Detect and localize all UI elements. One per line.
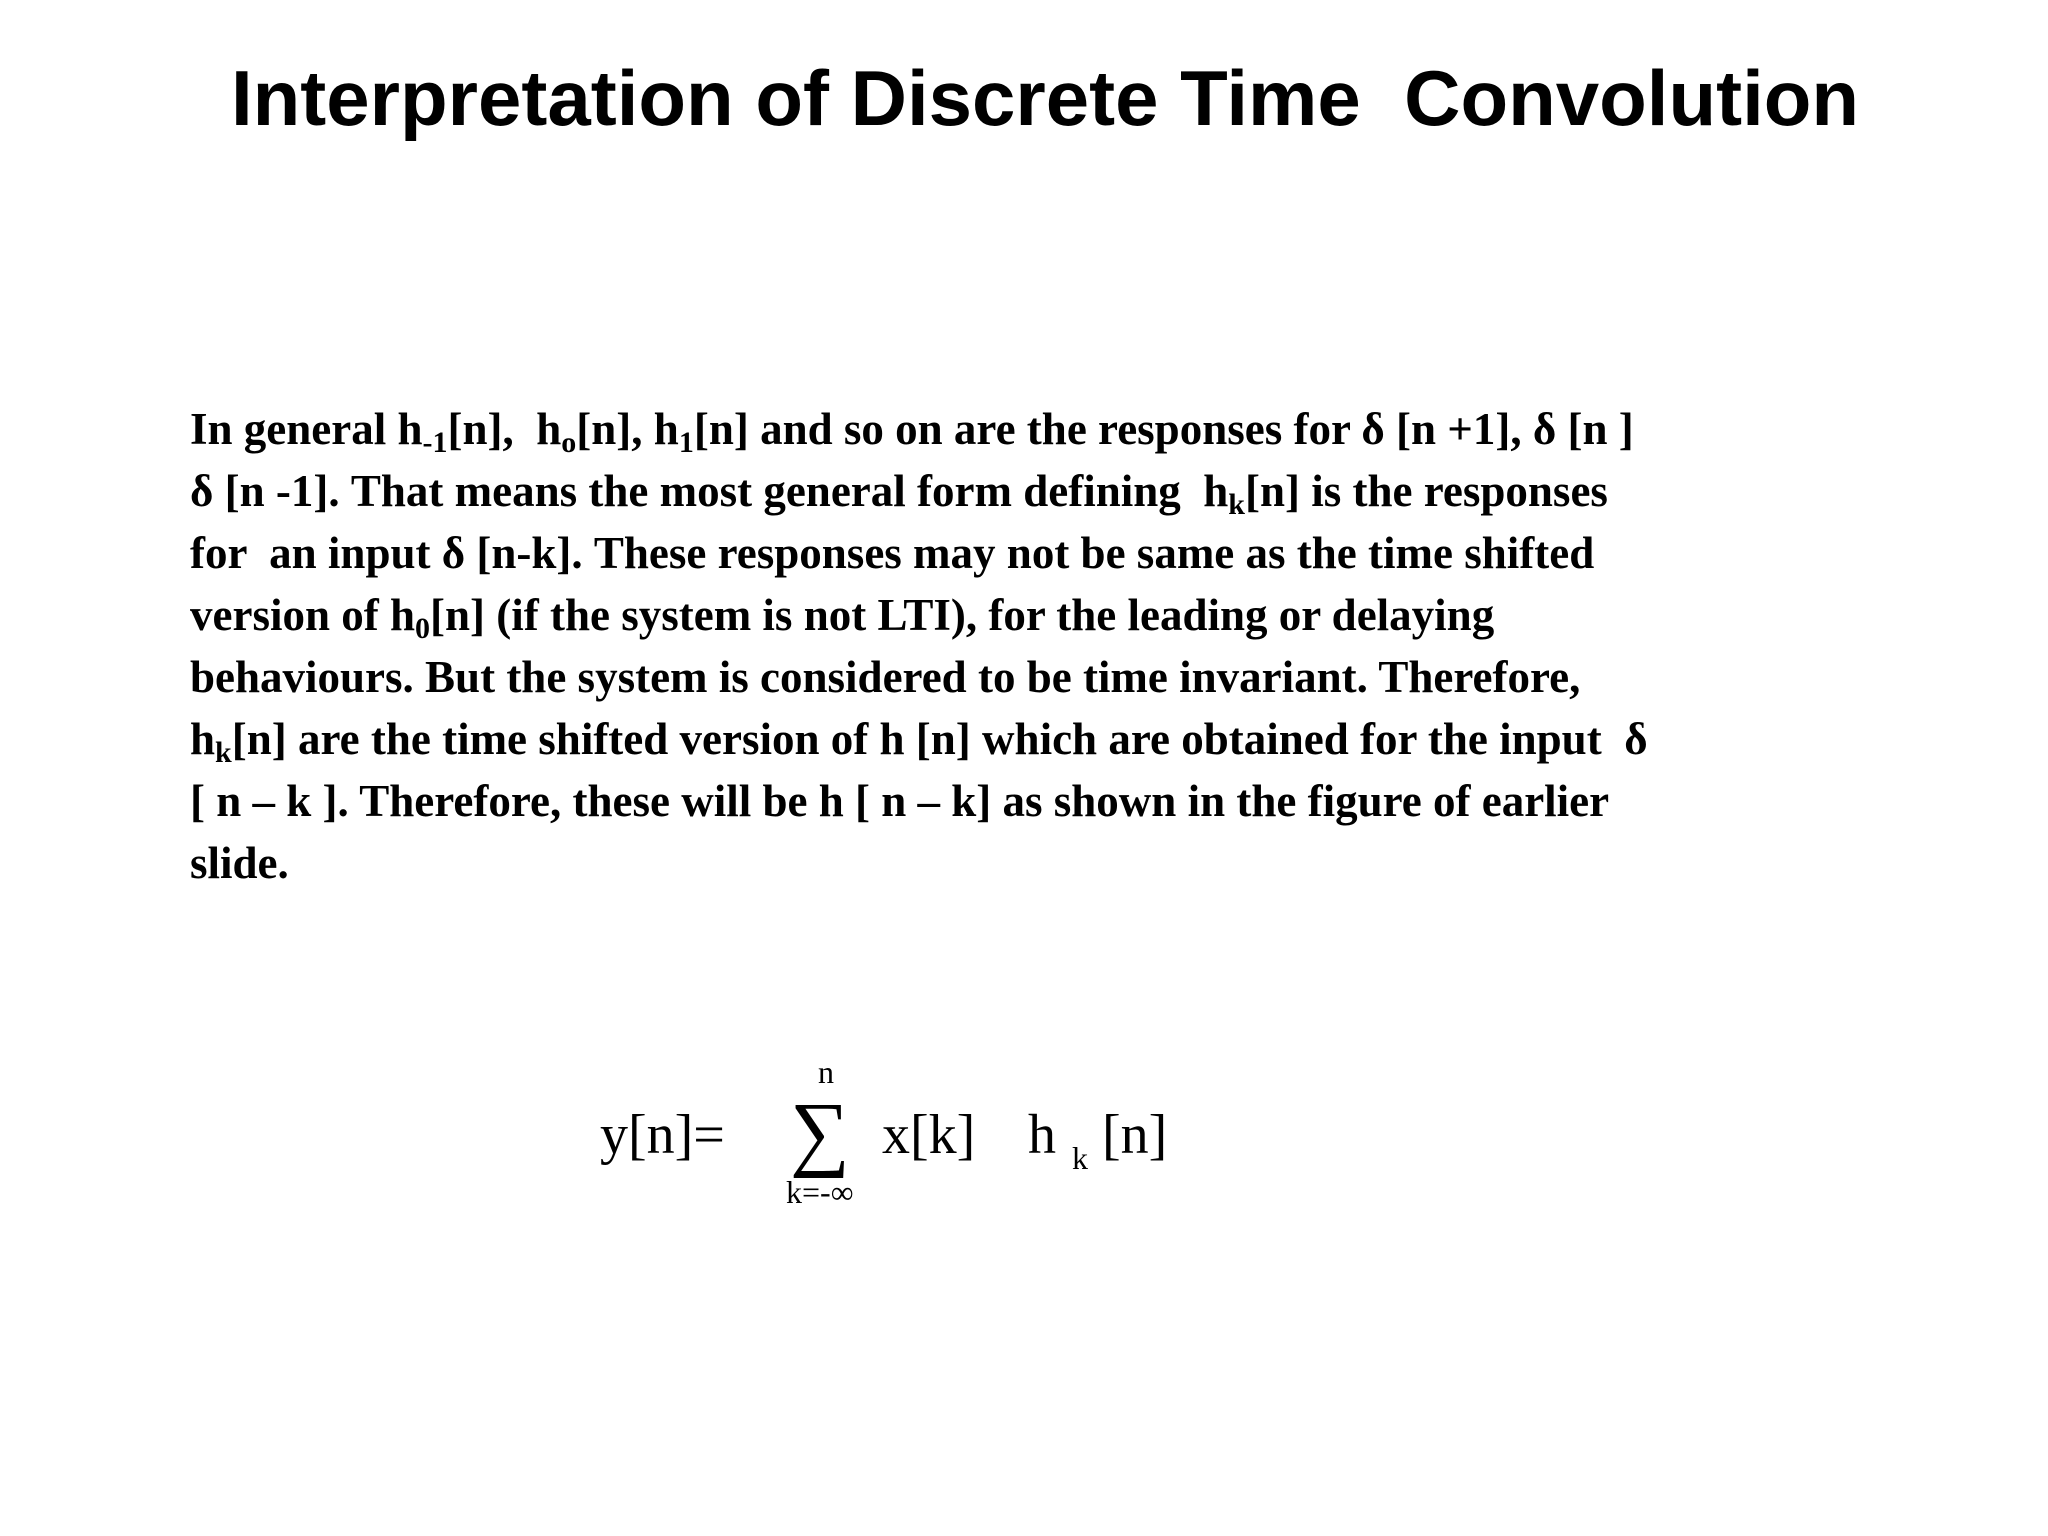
text-run: [n] and so on are the responses for δ [n +1], δ [n ] <box>693 404 1634 454</box>
paragraph-line-1 <box>190 398 1890 460</box>
paragraph-line-4 <box>190 584 1890 646</box>
subscript: k <box>1228 488 1245 521</box>
text-run: δ [n -1]. That means the most general form defining h <box>190 466 1229 516</box>
subscript: 1 <box>678 426 694 459</box>
subscript: -1 <box>422 426 448 459</box>
equation-h-subscript: k <box>1072 1140 1088 1176</box>
paragraph-line-2 <box>190 460 1890 522</box>
convolution-equation <box>600 1055 1300 1225</box>
subscript: k <box>215 736 232 769</box>
paragraph-line-6 <box>190 708 1890 770</box>
equation-lhs: y[n]= <box>600 1104 725 1166</box>
subscript: o <box>561 426 577 459</box>
text-run: [n], h <box>447 404 562 454</box>
text-run: In general h <box>190 404 423 454</box>
text-run: [n], h <box>576 404 679 454</box>
equation-x-term: x[k] <box>882 1104 976 1166</box>
text-run: h <box>190 714 216 764</box>
text-run: [n] are the time shifted version of h [n] which are obtained for the input δ <box>231 714 1648 764</box>
body-paragraph <box>190 398 1890 894</box>
paragraph-line-7: [ n – k ]. Therefore, these will be h [ n – k] as shown in the figure of earlier <box>190 776 1610 826</box>
text-run: [n] (if the system is not LTI), for the leading or delaying <box>430 590 1495 640</box>
text-run: [n] is the responses <box>1244 466 1608 516</box>
equation-n-term: [n] <box>1102 1104 1168 1166</box>
paragraph-line-8: slide. <box>190 838 289 888</box>
text-run: version of h <box>190 590 415 640</box>
equation-h-term: h <box>1028 1104 1056 1166</box>
summation-sign: ∑ <box>790 1086 850 1179</box>
slide-title: Interpretation of Discrete Time Convolution <box>230 54 1860 142</box>
summation-lower-limit: k=-∞ <box>786 1174 854 1210</box>
summation-upper-limit: n <box>818 1054 834 1090</box>
paragraph-line-5: behaviours. But the system is considered to be time invariant. Therefore, <box>190 652 1581 702</box>
subscript: 0 <box>415 612 430 645</box>
paragraph-line-3: for an input δ [n-k]. These responses may not be same as the time shifted <box>190 528 1595 578</box>
